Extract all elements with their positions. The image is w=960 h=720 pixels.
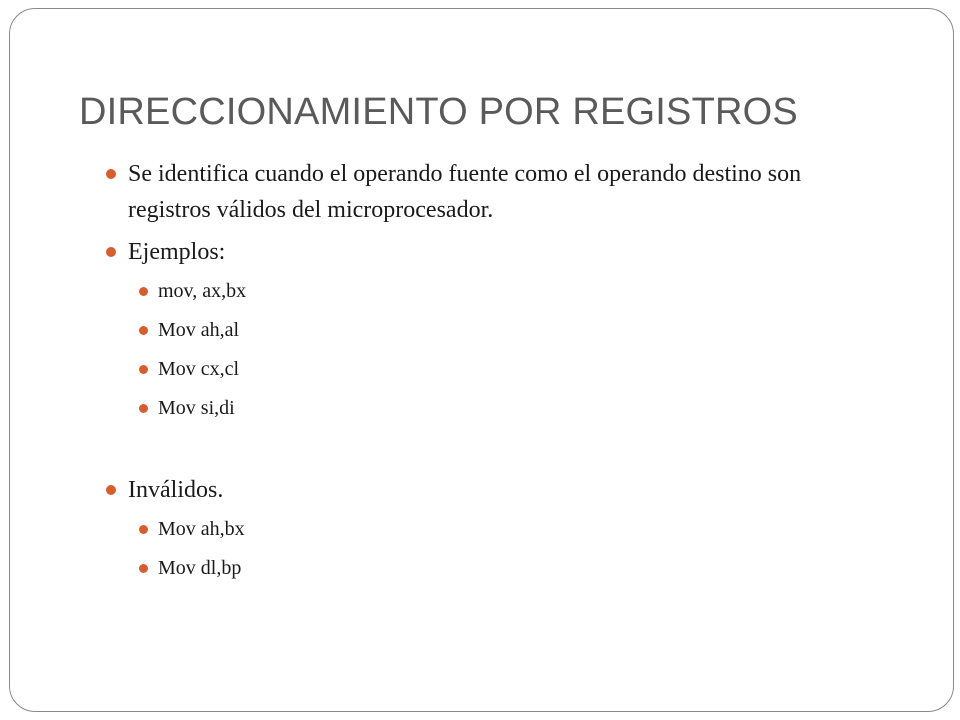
bullet-text: Ejemplos:: [128, 239, 226, 265]
sub-bullet-example: [139, 316, 886, 344]
sub-bullet-invalid: [139, 554, 886, 582]
sub-bullet-invalid: [139, 515, 886, 543]
bullet-definition: [106, 156, 886, 228]
bullet-dot-icon: [106, 485, 116, 495]
sub-bullet-example: [139, 394, 886, 422]
slide-body: [106, 156, 886, 582]
bullet-invalidos: [106, 472, 886, 508]
sub-bullet-dot-icon: [139, 287, 148, 296]
sub-bullet-text: Mov dl,bp: [158, 557, 242, 579]
slide-title: DIRECCIONAMIENTO POR REGISTROS: [79, 91, 798, 133]
sub-bullet-dot-icon: [139, 525, 148, 534]
bullet-text: Se identifica cuando el operando fuente como el operando destino son registros válidos del microprocesador.: [128, 161, 802, 223]
sub-bullet-text: Mov si,di: [158, 397, 235, 419]
sub-bullet-dot-icon: [139, 404, 148, 413]
bullet-dot-icon: [106, 247, 116, 257]
bullet-ejemplos: [106, 234, 886, 270]
sub-bullet-dot-icon: [139, 564, 148, 573]
sub-bullet-text: Mov cx,cl: [158, 358, 240, 380]
bullet-text: Inválidos.: [128, 477, 224, 503]
sub-bullet-dot-icon: [139, 365, 148, 374]
sub-bullet-dot-icon: [139, 326, 148, 335]
sub-bullet-example: [139, 277, 886, 305]
sub-bullet-text: Mov ah,bx: [158, 518, 245, 540]
sub-bullet-example: [139, 355, 886, 383]
sub-bullet-text: mov, ax,bx: [158, 280, 247, 302]
bullet-dot-icon: [106, 169, 116, 179]
sub-bullet-text: Mov ah,al: [158, 319, 240, 341]
